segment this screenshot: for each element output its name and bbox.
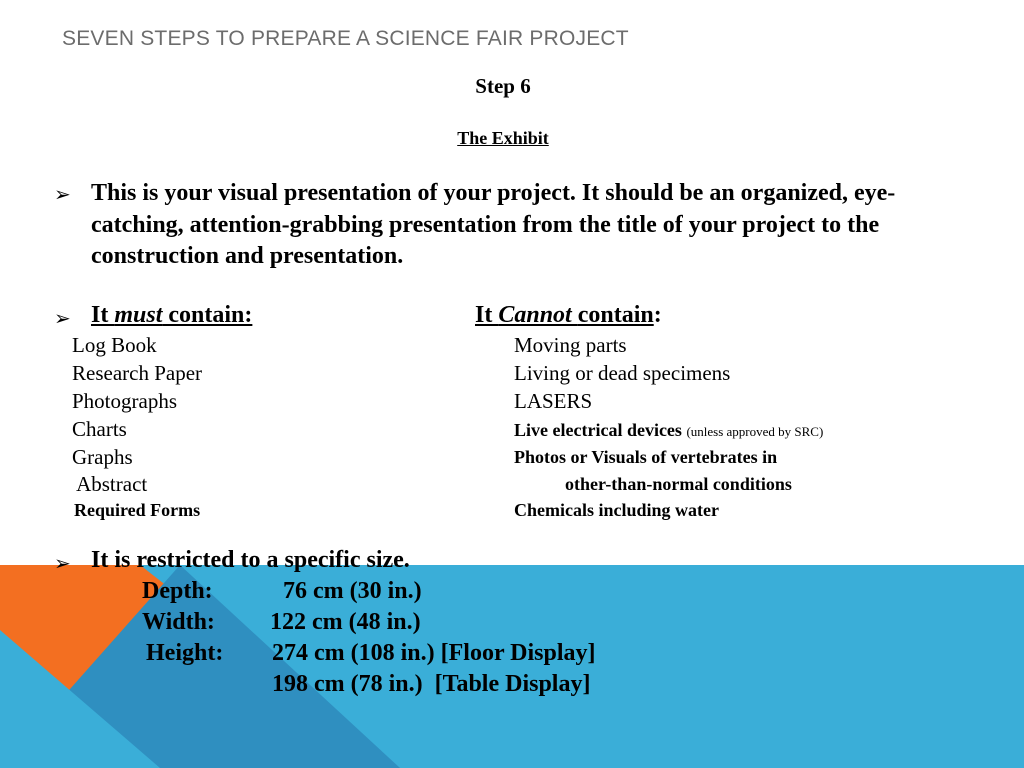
size-restriction-heading: It is restricted to a specific size.: [91, 547, 410, 573]
must-emphasis: must: [114, 302, 163, 328]
step-label: Step 6: [475, 74, 531, 98]
must-item: Research Paper: [72, 361, 203, 385]
height-floor-value: 274 cm (108 in.) [Floor Display]: [272, 640, 596, 666]
height-table-value: 198 cm (78 in.) [Table Display]: [272, 671, 591, 697]
height-label: Height:: [146, 640, 224, 666]
depth-value: 76 cm (30 in.): [283, 578, 422, 604]
must-item: Photographs: [72, 389, 177, 413]
width-value: 122 cm (48 in.): [270, 609, 421, 635]
cannot-item: LASERS: [514, 389, 593, 413]
slide-title: SEVEN STEPS TO PREPARE A SCIENCE FAIR PROJECT: [62, 27, 629, 50]
intro-paragraph: This is your visual presentation of your project. It should be an organized, eye-catching, attention-grabbing presentation from the title of your project to the construction and presentation.: [91, 180, 896, 269]
must-item: Charts: [72, 417, 127, 441]
cannot-item: Chemicals including water: [514, 500, 719, 520]
cannot-item: other-than-normal conditions: [565, 474, 792, 494]
src-approval-note: (unless approved by SRC): [686, 424, 824, 439]
must-item: Graphs: [72, 445, 133, 469]
must-item: Required Forms: [74, 500, 201, 520]
bullet-arrow-icon: ➢: [54, 184, 71, 206]
cannot-emphasis: Cannot: [498, 302, 578, 328]
must-item: Abstract: [72, 472, 148, 496]
bullet-arrow-icon: ➢: [54, 553, 71, 575]
must-contain-heading: It must contain:: [91, 302, 253, 328]
cannot-item: Living or dead specimens: [514, 361, 731, 385]
cannot-item: Moving parts: [514, 333, 627, 357]
depth-label: Depth:: [142, 578, 213, 604]
section-subtitle: The Exhibit: [457, 128, 549, 148]
cannot-item: Live electrical devices (unless approved by SRC): [514, 420, 824, 440]
cannot-item: Photos or Visuals of vertebrates in: [514, 447, 778, 467]
cannot-contain-heading: It Cannot contain:: [475, 302, 662, 328]
width-label: Width:: [142, 609, 215, 635]
bullet-arrow-icon: ➢: [54, 308, 71, 330]
must-item: Log Book: [72, 333, 157, 357]
